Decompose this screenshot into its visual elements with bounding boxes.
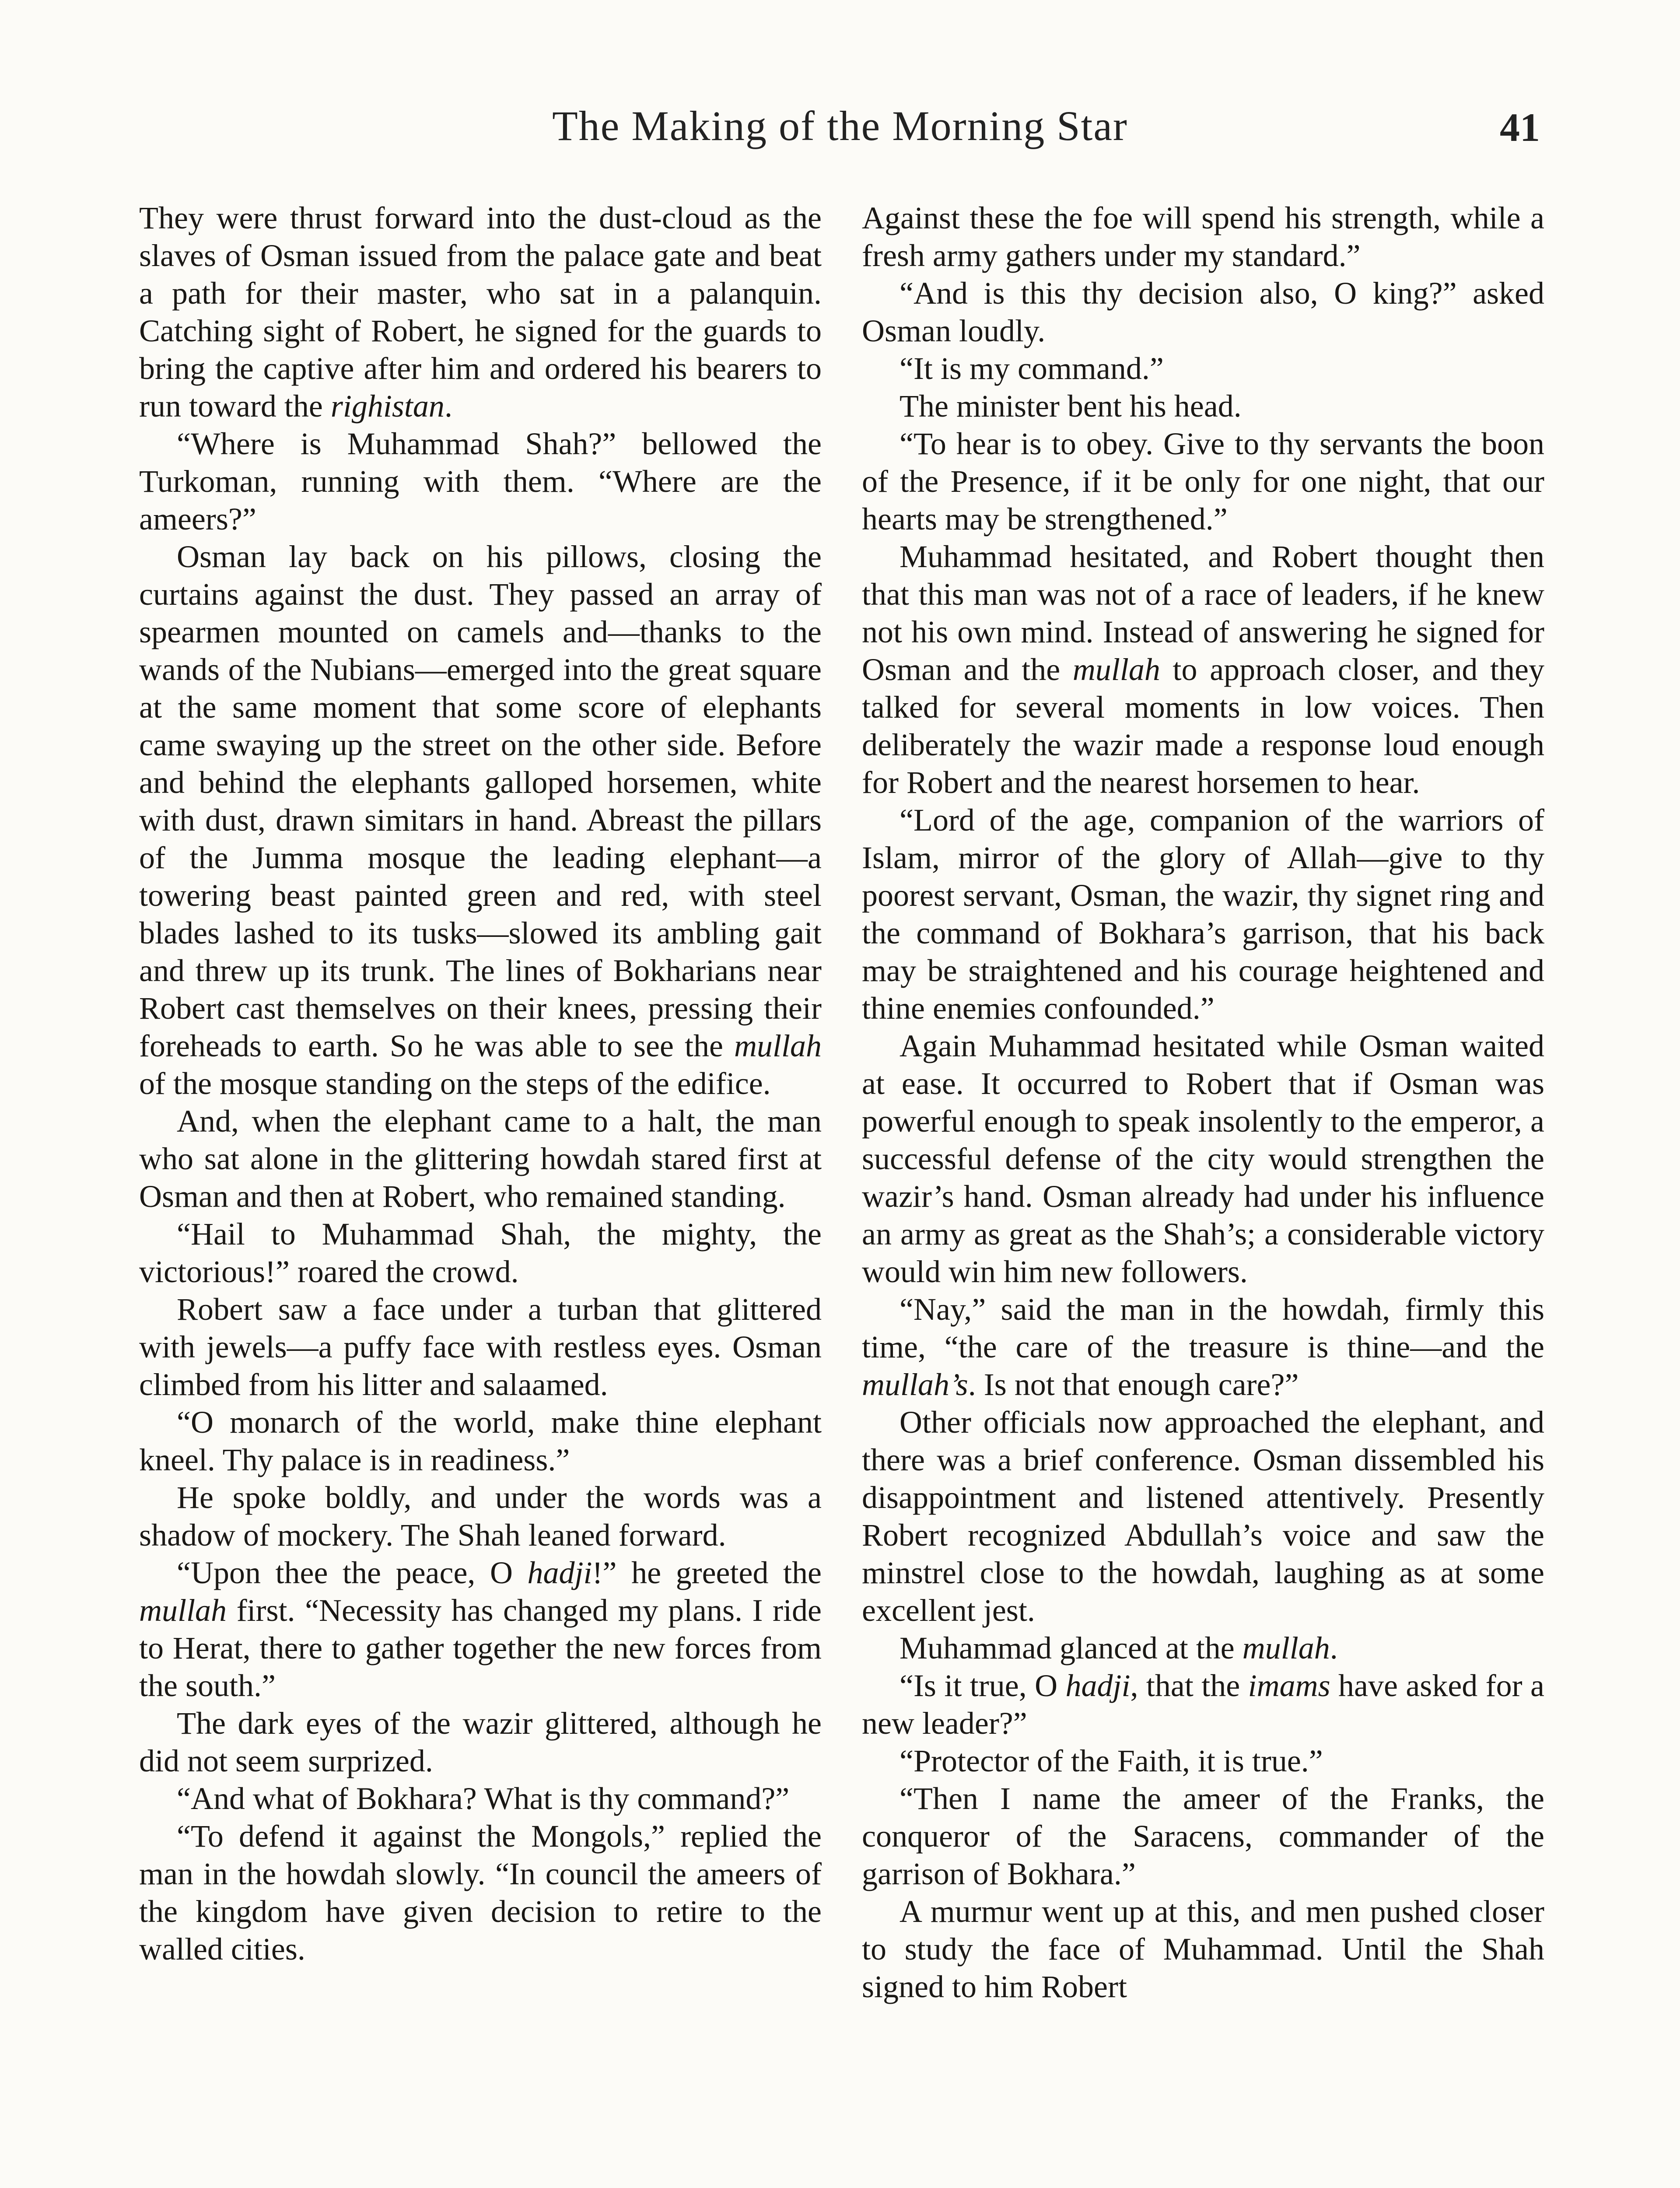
paragraph: “Where is Muhammad Shah?” bellowed the Turkoman, running with them. “Where are the ameers?”: [139, 426, 822, 536]
paragraph: “Hail to Muhammad Shah, the mighty, the victorious!” roared the crowd.: [139, 1217, 822, 1289]
page-header: [140, 102, 1540, 163]
paragraph: Again Muhammad hesitated while Osman waited at ease. It occurred to Robert that if Osman was powerful enough to speak insolently to the emperor, a successful defense of the city would strengthen the wazir’s hand. Osman already had under his influence an army as great as the Shah’s; a considerable victory would win him new followers.: [862, 1028, 1544, 1289]
paragraph: Against these the foe will spend his strength, while a fresh army gathers under my standard.”: [862, 200, 1544, 273]
paragraph: Other officials now approached the elephant, and there was a brief conference. Osman dissembled his disappointment and listened attentively. Presently Robert recognized Abdullah’s voice and saw the minstrel close to the howdah, laughing as at some excellent jest.: [862, 1405, 1544, 1628]
paragraph: “O monarch of the world, make thine elephant kneel. Thy palace is in readiness.”: [139, 1405, 822, 1477]
paragraph: The minister bent his head.: [900, 389, 1242, 424]
paragraph: “Nay,” said the man in the howdah, firmly this time, “the care of the treasure is thine—and the mullah’s. Is not that enough care?”: [862, 1292, 1544, 1402]
paragraph: “Then I name the ameer of the Franks, the conqueror of the Saracens, commander of the garrison of Bokhara.”: [862, 1781, 1544, 1891]
paragraph: “Upon thee the peace, O hadji!” he greeted the mullah first. “Necessity has changed my plans. I ride to Herat, there to gather together the new forces from the south.”: [139, 1555, 822, 1703]
right-text-column: [862, 199, 1544, 2006]
paragraph: A murmur went up at this, and men pushed closer to study the face of Muhammad. Until the Shah signed to him Robert: [862, 1894, 1544, 2004]
running-title: The Making of the Morning Star: [552, 102, 1128, 149]
paragraph: Muhammad hesitated, and Robert thought then that this man was not of a race of leaders, if he knew not his own mind. Instead of answering he signed for Osman and the mullah to approach closer, and they talked for several moments in low voices. Then deliberately the wazir made a response loud enough for Robert and the nearest horsemen to hear.: [862, 539, 1544, 800]
paragraph: “It is my command.”: [900, 351, 1164, 386]
paragraph: And, when the elephant came to a halt, the man who sat alone in the glittering howdah stared first at Osman and then at Robert, who remained standing.: [139, 1104, 822, 1214]
paragraph: They were thrust forward into the dust-cloud as the slaves of Osman issued from the palace gate and beat a path for their master, who sat in a palanquin. Catching sight of Robert, he signed for the guards to bring the captive after him and ordered his bearers to run toward the righistan.: [139, 200, 822, 424]
paragraph: “And is this thy decision also, O king?” asked Osman loudly.: [862, 276, 1544, 348]
paragraph: “Protector of the Faith, it is true.”: [900, 1743, 1323, 1778]
page-number: 41: [1500, 105, 1540, 150]
paragraph: The dark eyes of the wazir glittered, although he did not seem surprized.: [139, 1706, 822, 1778]
paragraph: “To hear is to obey. Give to thy servants the boon of the Presence, if it be only for one night, that our hearts may be strengthened.”: [862, 426, 1544, 536]
paragraph: “Is it true, O hadji, that the imams have asked for a new leader?”: [862, 1668, 1544, 1741]
paragraph: “Lord of the age, companion of the warriors of Islam, mirror of the glory of Allah—give to thy poorest servant, Osman, the wazir, thy signet ring and the command of Bokhara’s garrison, that his back may be straightened and his courage heightened and thine enemies confounded.”: [862, 803, 1544, 1026]
paragraph: Robert saw a face under a turban that glittered with jewels—a puffy face with restless eyes. Osman climbed from his litter and salaamed.: [139, 1292, 822, 1402]
paragraph: Osman lay back on his pillows, closing the curtains against the dust. They passed an array of spearmen mounted on camels and—thanks to the wands of the Nubians—emerged into the great square at the same moment that some score of elephants came swaying up the street on the other side. Before and behind the elephants galloped horsemen, white with dust, drawn simitars in hand. Abreast the pillars of the Jumma mosque the leading elephant—a towering beast painted green and red, with steel blades lashed to its tusks—slowed its ambling gait and threw up its trunk. The lines of Bokharians near Robert cast themselves on their knees, pressing their foreheads to earth. So he was able to see the mullah of the mosque standing on the steps of the edifice.: [139, 539, 822, 1101]
left-text-column: [139, 199, 822, 1968]
paragraph: He spoke boldly, and under the words was a shadow of mockery. The Shah leaned forward.: [139, 1480, 822, 1553]
paragraph: “And what of Bokhara? What is thy command?”: [177, 1781, 790, 1816]
paragraph: Muhammad glanced at the mullah.: [900, 1630, 1338, 1666]
paragraph: “To defend it against the Mongols,” replied the man in the howdah slowly. “In council the ameers of the kingdom have given decision to retire to the walled cities.: [139, 1819, 822, 1967]
